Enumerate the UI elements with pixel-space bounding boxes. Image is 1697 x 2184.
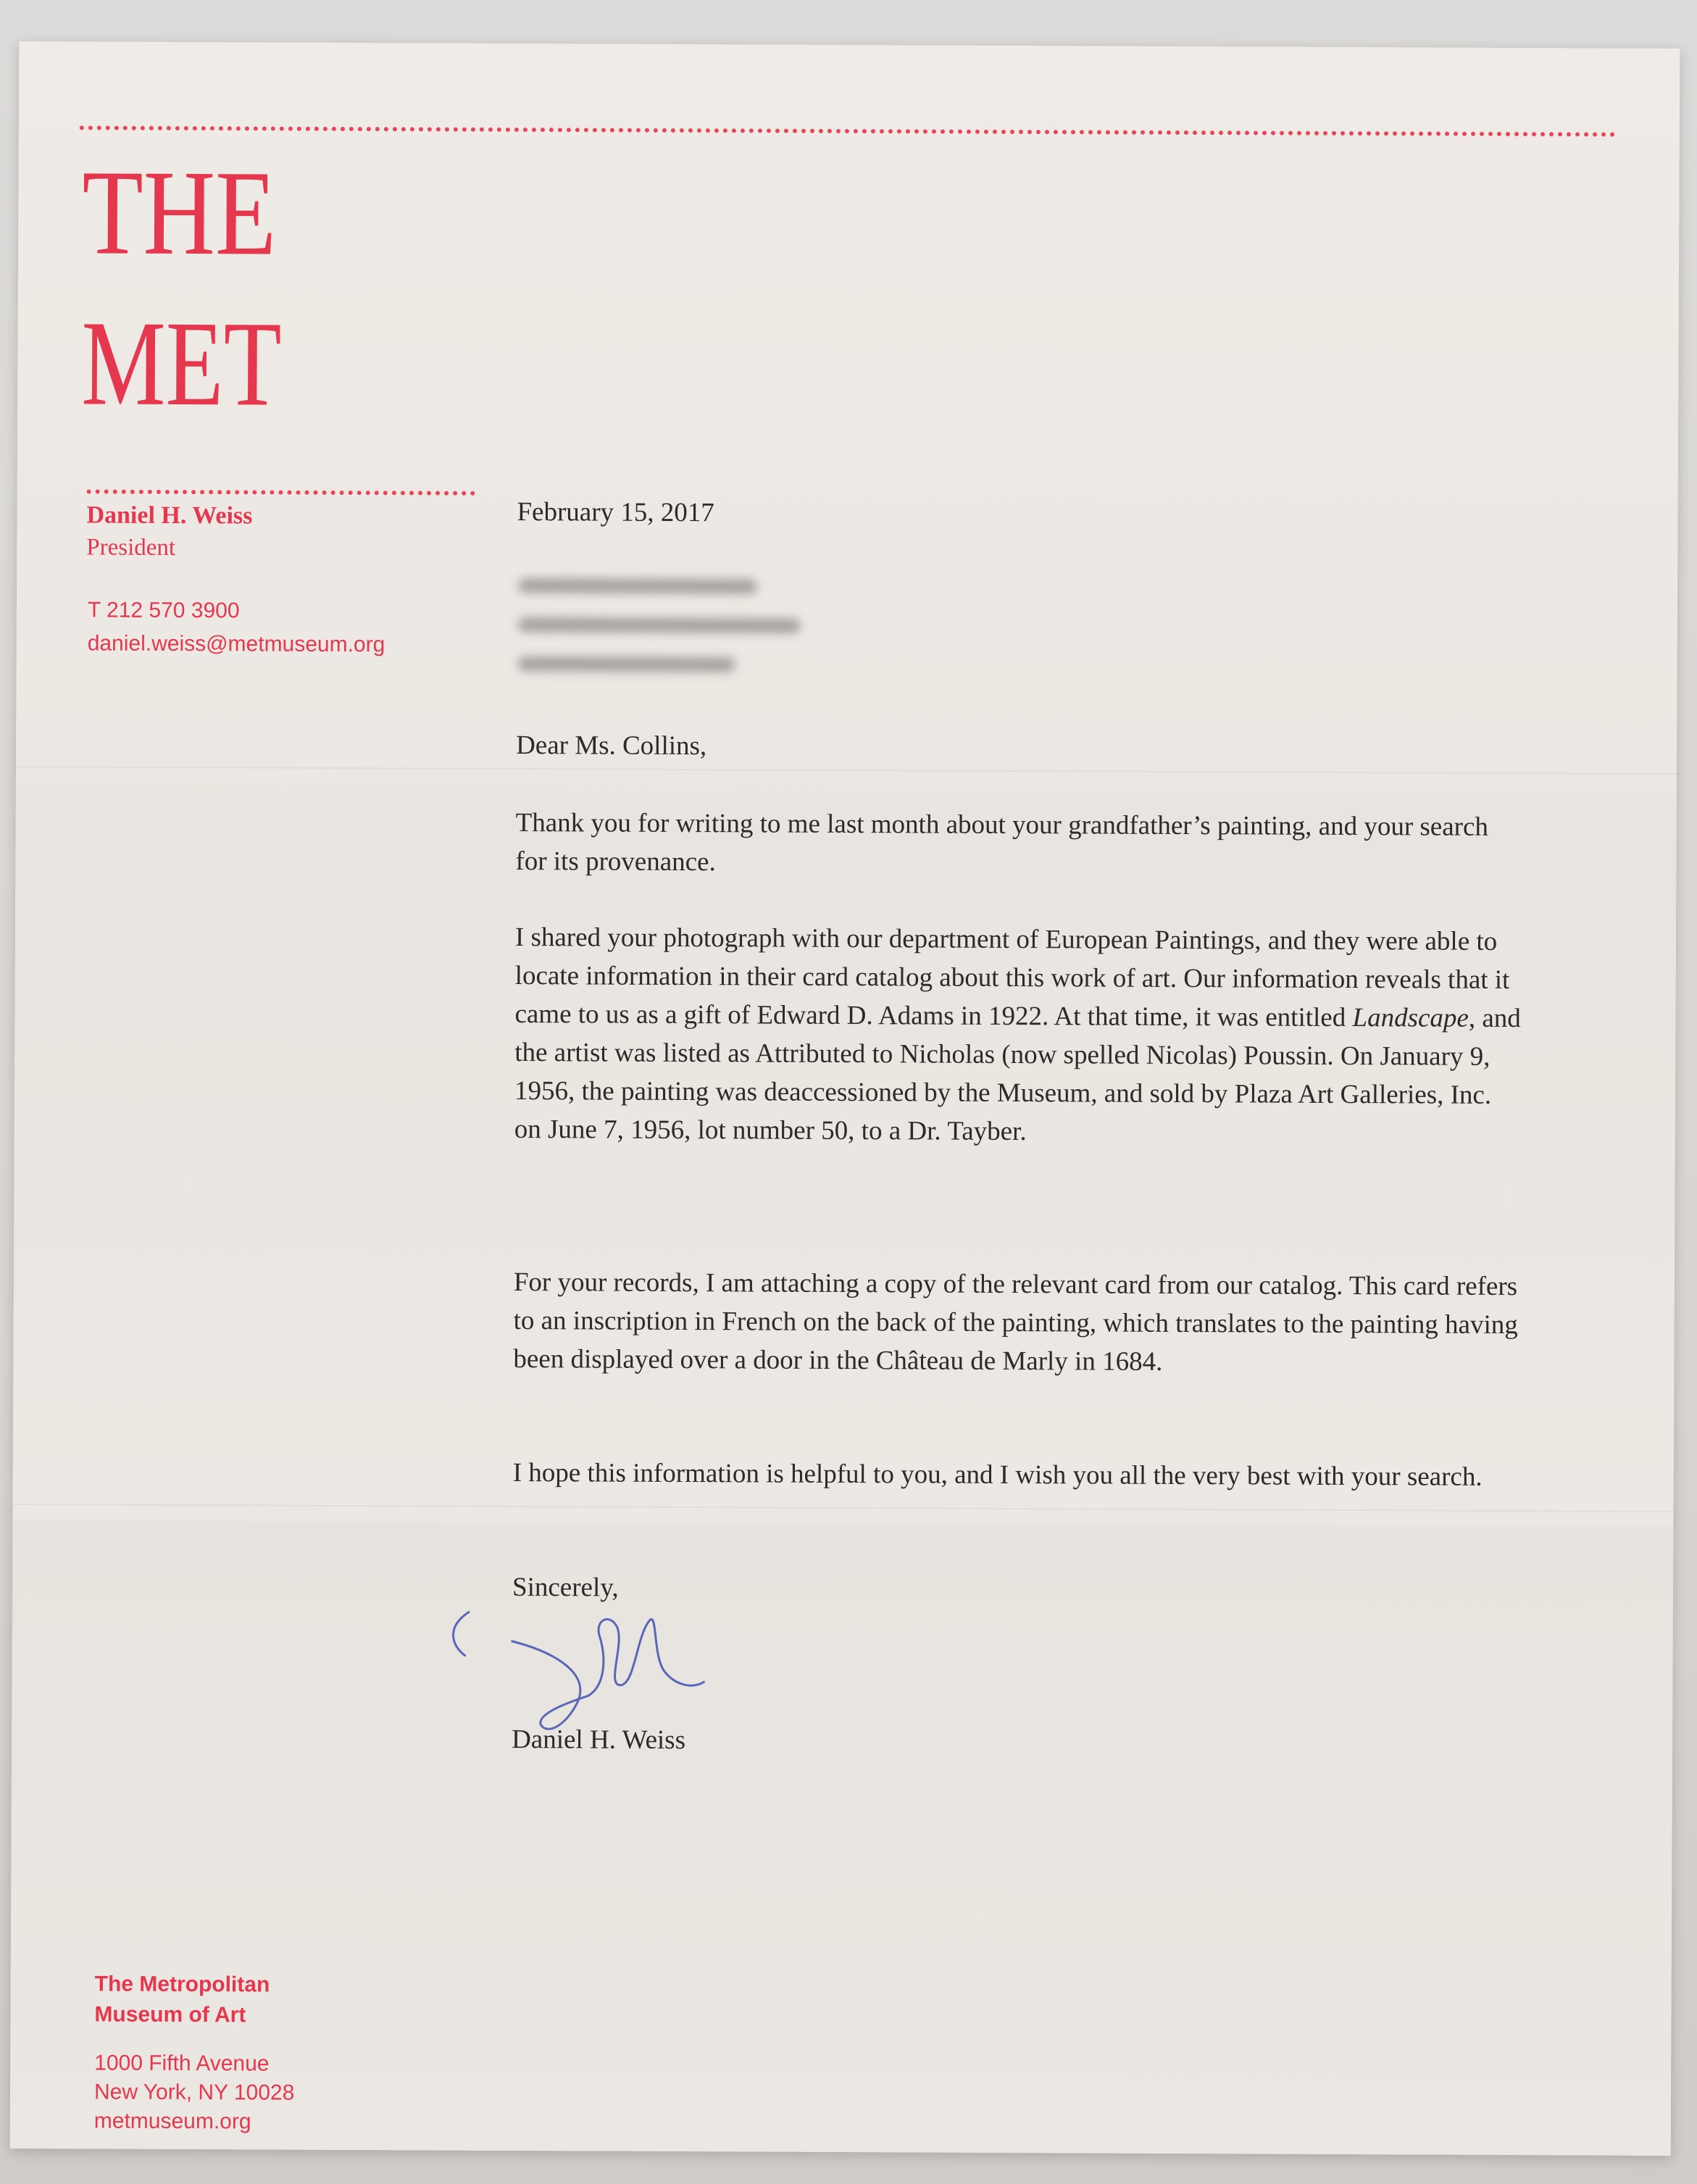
logo-line-2: MET: [81, 296, 339, 432]
sender-name: Daniel H. Weiss: [86, 501, 253, 530]
paragraph-1: Thank you for writing to me last month about your grandfather’s painting, and your search for its provenance.: [515, 808, 1489, 878]
sender-title: President: [86, 534, 176, 561]
closing: Sincerely,: [512, 1572, 619, 1603]
footer-street: 1000 Fifth Avenue: [94, 2051, 270, 2076]
paragraph-2-text-b: , and the artist was listed as Attributed to Nicholas (now spelled Nicolas) Poussin. On January 9, 1956, the painting was deaccessioned by the Museum, and sold by Plaza Art Galleries, Inc. on June 7, 1956, lot number 50, to a Dr. Tayber.: [514, 1003, 1521, 1147]
footer-city: New York, NY 10028: [93, 2080, 295, 2105]
footer-org-line-1: The Metropolitan: [94, 1972, 270, 1997]
paragraph-3: For your records, I am attaching a copy of the relevant card from our catalog. This card refers to an inscription in French on the back of the painting, which translates to the painting having been displayed over a door in the Château de Marly in 1684.: [513, 1267, 1518, 1377]
footer-website: metmuseum.org: [93, 2109, 251, 2134]
top-divider: [80, 125, 1616, 136]
paragraph-4: I hope this information is helpful to you, and I wish you all the very best with your search.: [512, 1458, 1483, 1492]
sender-phone: T 212 570 3900: [87, 598, 240, 623]
signer-name: Daniel H. Weiss: [512, 1725, 686, 1756]
salutation: Dear Ms. Collins,: [516, 730, 707, 762]
logo-line-1: THE: [81, 145, 320, 281]
paragraph-2: [514, 918, 1522, 1153]
sender-email: daniel.weiss@metmuseum.org: [87, 631, 385, 657]
paragraph-2-text-a: I shared your photograph with our department of European Paintings, and they were able to locate information in their card catalog about this work of art. Our information reveals that it came to us as a gift of Edward D. Adams in 1922. At that time, it was entitled: [514, 922, 1510, 1033]
sender-divider: [87, 489, 475, 495]
footer-address: [94, 2048, 385, 2137]
painting-title: Landscape: [1352, 1003, 1469, 1033]
paper-fold: [13, 1504, 1674, 1512]
redacted-recipient-address: [517, 578, 822, 688]
paper-fold: [16, 766, 1677, 775]
letter-date: February 15, 2017: [517, 497, 714, 528]
letter-paper: [10, 41, 1680, 2156]
the-met-logo: [81, 145, 339, 432]
footer-org-line-2: Museum of Art: [94, 2002, 246, 2027]
footer-org-name: [94, 1969, 355, 2031]
